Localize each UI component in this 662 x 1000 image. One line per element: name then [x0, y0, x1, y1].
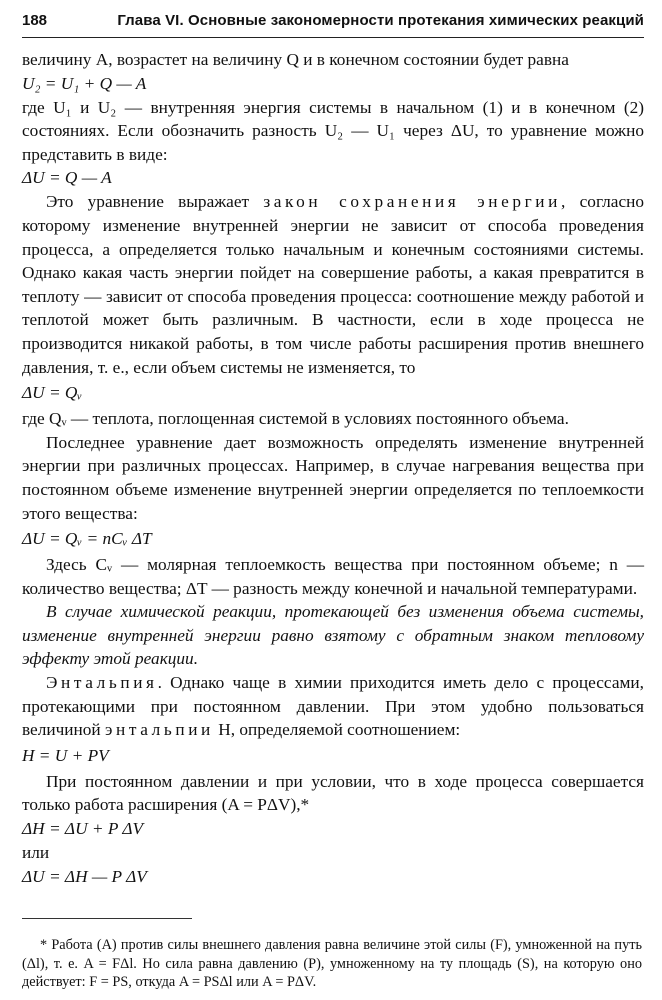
formula-delta-u-qv: ΔU = Qᵥ	[22, 383, 83, 403]
term-enthalpy-genitive: энтальпии	[105, 720, 214, 740]
footnote-rule	[22, 918, 192, 919]
paragraph-1: величину A, возрастет на величину Q и в конечном состоянии будет равна	[22, 50, 569, 69]
paragraph-7-italic: В случае химической реакции, протекающей без изменения объема системы, изменение внутренней энергии равно взятому с обратным знаком тепловому эффекту этой реакции.	[22, 602, 644, 669]
running-title: Глава VI. Основные закономерности протекания химических реакций	[117, 12, 644, 29]
paragraph-2: где U₁ и U₂ — внутренняя энергия системы в начальном (1) и в конечном (2) состояниях. Если обозначить разность U₂ — U₁ через ΔU, то уравнение можно представить в виде:	[22, 97, 644, 164]
paragraph-3	[22, 190, 644, 379]
formula-delta-u: ΔU = Q — A	[22, 168, 112, 188]
formula-enthalpy: H = U + PV	[22, 745, 109, 765]
page-number: 188	[22, 12, 48, 29]
paragraph-4: где Qᵥ — теплота, поглощенная системой в условиях постоянного объема.	[22, 409, 569, 429]
paragraph-8	[22, 671, 644, 742]
paragraph-6: Здесь Cᵥ — молярная теплоемкость вещества при постоянном объеме; n — количество вещества; ΔT — разность между конечной и начальной температурами.	[22, 555, 644, 598]
header-rule	[22, 37, 644, 38]
formula-delta-u-from-h: ΔU = ΔH — P ΔV	[22, 866, 147, 886]
formula-delta-h: ΔH = ΔU + P ΔV	[22, 819, 144, 839]
paragraph-9: При постоянном давлении и при условии, что в ходе процесса совершается только работа расширения (A = PΔV),*	[22, 771, 644, 815]
paragraph-8-end: H, определяемой соотношением:	[213, 720, 461, 740]
page-body	[22, 48, 644, 889]
paragraph-3-start: Это уравнение выражает	[46, 192, 264, 212]
paragraph-10: или	[22, 843, 50, 863]
paragraph-3-rest: , согласно которому изменение внутренней энергии не зависит от способа проведения процесса, а определяется только начальным и конечным состояниями системы. Однако какая часть энергии пойдет на совершение работы, а какая превратится в теплоту — зависит от способа проведения процесса: соотношение между работой и теплотой может быть различным. В частности, если в ходе процесса не производится никакой работы, в том числе работы расширения против внешнего давления, т. е., если объем системы не изменяется, то	[22, 192, 645, 377]
page-header	[22, 6, 644, 38]
paragraph-8-mid: . Однако чаще в химии приходится иметь дело с процессами, протекающими при постоянном давлении. При этом удобно пользоваться величиной	[22, 673, 644, 740]
term-conservation-law: закон сохранения энергии	[263, 192, 562, 212]
paragraph-5: Последнее уравнение дает возможность определять изменение внутренней энергии при различных процессах. Например, в случае нагревания вещества при постоянном объеме изменение внутренней энергии определяется по теплоемкости этого вещества:	[22, 432, 644, 523]
footnote: * Работа (A) против силы внешнего давления равна величине этой силы (F), умноженной на путь (Δl), т. е. A = FΔl. Но сила равна давлению (P), умноженному на ту площадь (S), на которую оно действует: F = PS, откуда A = PSΔl или A = PΔV.	[22, 937, 642, 991]
formula-internal-energy: U₂ = U₁ + Q — A	[22, 73, 147, 93]
term-enthalpy: Энтальпия	[46, 673, 158, 693]
formula-heat-capacity: ΔU = Qᵥ = nCᵥ ΔT	[22, 529, 152, 549]
